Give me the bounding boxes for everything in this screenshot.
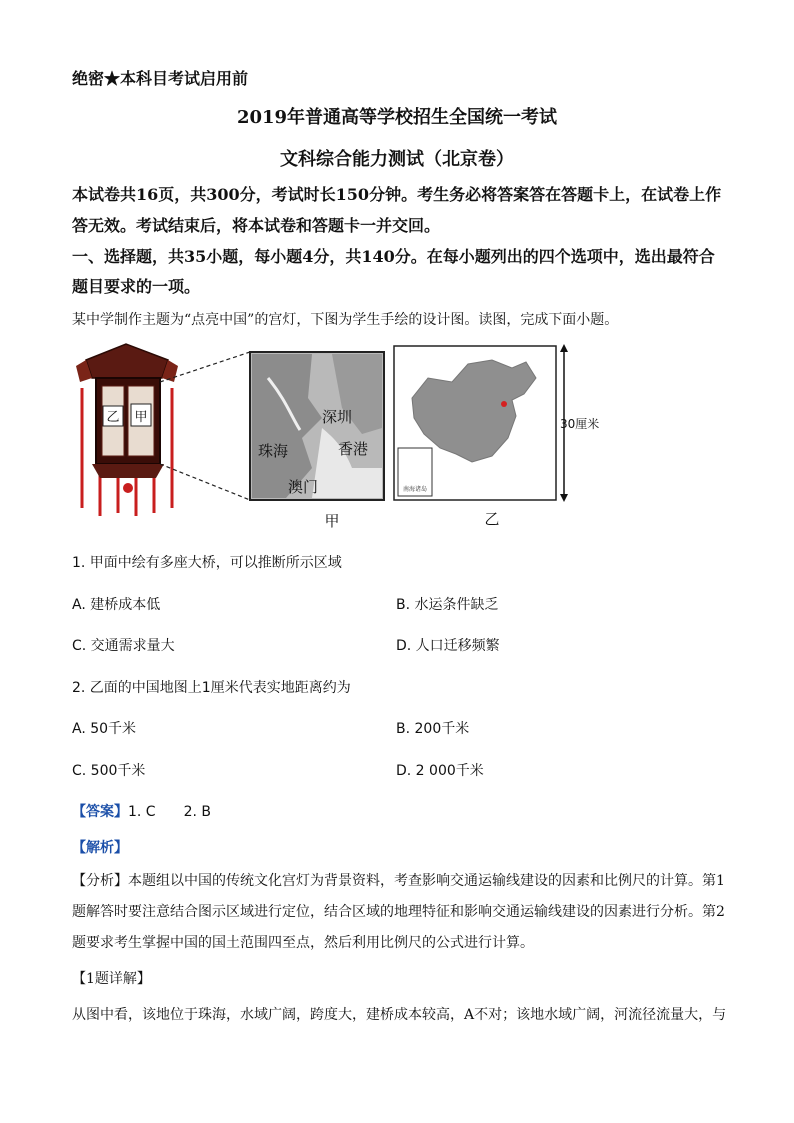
capital-star-icon <box>501 401 507 407</box>
q1-option-a[interactable]: A. 建桥成本低 <box>72 597 161 613</box>
question-1: 1. 甲面中绘有多座大桥，可以推断所示区域 <box>72 555 342 571</box>
q1-option-b[interactable]: B. 水运条件缺乏 <box>396 597 499 613</box>
exam-subtitle: 文科综合能力测试（北京卷） <box>280 149 514 170</box>
section-line-1: 一、选择题，共35小题，每小题4分，共140分。在每小题列出的四个选项中，选出最符合 <box>72 247 715 266</box>
detail-label: 【1题详解】 <box>72 971 151 987</box>
answer-text: 1. C 2. B <box>128 804 211 820</box>
intro-line-1: 本试卷共16页，共300分，考试时长150分钟。考生务必将答案答在答题卡上，在试卷上作 <box>72 185 722 204</box>
lantern-label-jia: 甲 <box>134 410 148 425</box>
analysis-line-2: 题解答时要注意结合图示区域进行定位，结合区域的地理特征和影响交通运输线建设的因素进行分析。第2 <box>72 904 725 920</box>
q2-option-c[interactable]: C. 500千米 <box>72 763 146 779</box>
inset-label: 南海诸岛 <box>402 486 428 493</box>
scale-label: 30厘米 <box>560 417 600 431</box>
answer-block <box>72 801 211 821</box>
question-2: 2. 乙面的中国地图上1厘米代表实地距离约为 <box>72 680 351 696</box>
answer-label: 【答案】 <box>72 804 128 820</box>
lantern-figure <box>72 338 600 538</box>
map-label-shenzhen: 深圳 <box>322 408 353 426</box>
q2-option-d[interactable]: D. 2 000千米 <box>396 763 484 779</box>
intro-line-2: 答无效。考试结束后，将本试卷和答题卡一并交回。 <box>72 216 441 235</box>
analysis-line-1: 【分析】本题组以中国的传统文化宫灯为背景资料，考查影响交通运输线建设的因素和比例尺的计算。第1 <box>72 873 725 889</box>
section-line-2: 题目要求的一项。 <box>72 277 201 296</box>
map-label-macau: 澳门 <box>288 478 319 496</box>
analysis-label: 【解析】 <box>72 840 128 856</box>
caption-jia: 甲 <box>324 512 340 530</box>
map-label-hongkong: 香港 <box>338 440 369 458</box>
map-label-zhuhai: 珠海 <box>258 442 289 460</box>
lantern-label-yi: 乙 <box>106 410 120 425</box>
question-stem: 某中学制作主题为“点亮中国”的宫灯，下图为学生手绘的设计图。读图，完成下面小题。 <box>72 312 619 328</box>
caption-yi: 乙 <box>484 510 500 528</box>
q1-option-c[interactable]: C. 交通需求量大 <box>72 638 175 654</box>
exam-title: 2019年普通高等学校招生全国统一考试 <box>236 107 558 128</box>
confidential-notice: 绝密★本科目考试启用前 <box>72 69 249 88</box>
q2-option-a[interactable]: A. 50千米 <box>72 721 137 737</box>
map-panel-jia <box>250 352 384 500</box>
q1-option-d[interactable]: D. 人口迁移频繁 <box>396 638 500 654</box>
map-panel-yi <box>394 344 599 502</box>
figure <box>72 338 600 538</box>
lantern-illustration <box>76 344 178 516</box>
detail-text: 从图中看，该地位于珠海，水域广阔，跨度大，建桥成本较高，A不对；该地水域广阔，河流径流量大，与 <box>72 1007 727 1023</box>
analysis-line-3: 题要求考生掌握中国的国土范围四至点，然后利用比例尺的公式进行计算。 <box>72 935 534 951</box>
q2-option-b[interactable]: B. 200千米 <box>396 721 470 737</box>
